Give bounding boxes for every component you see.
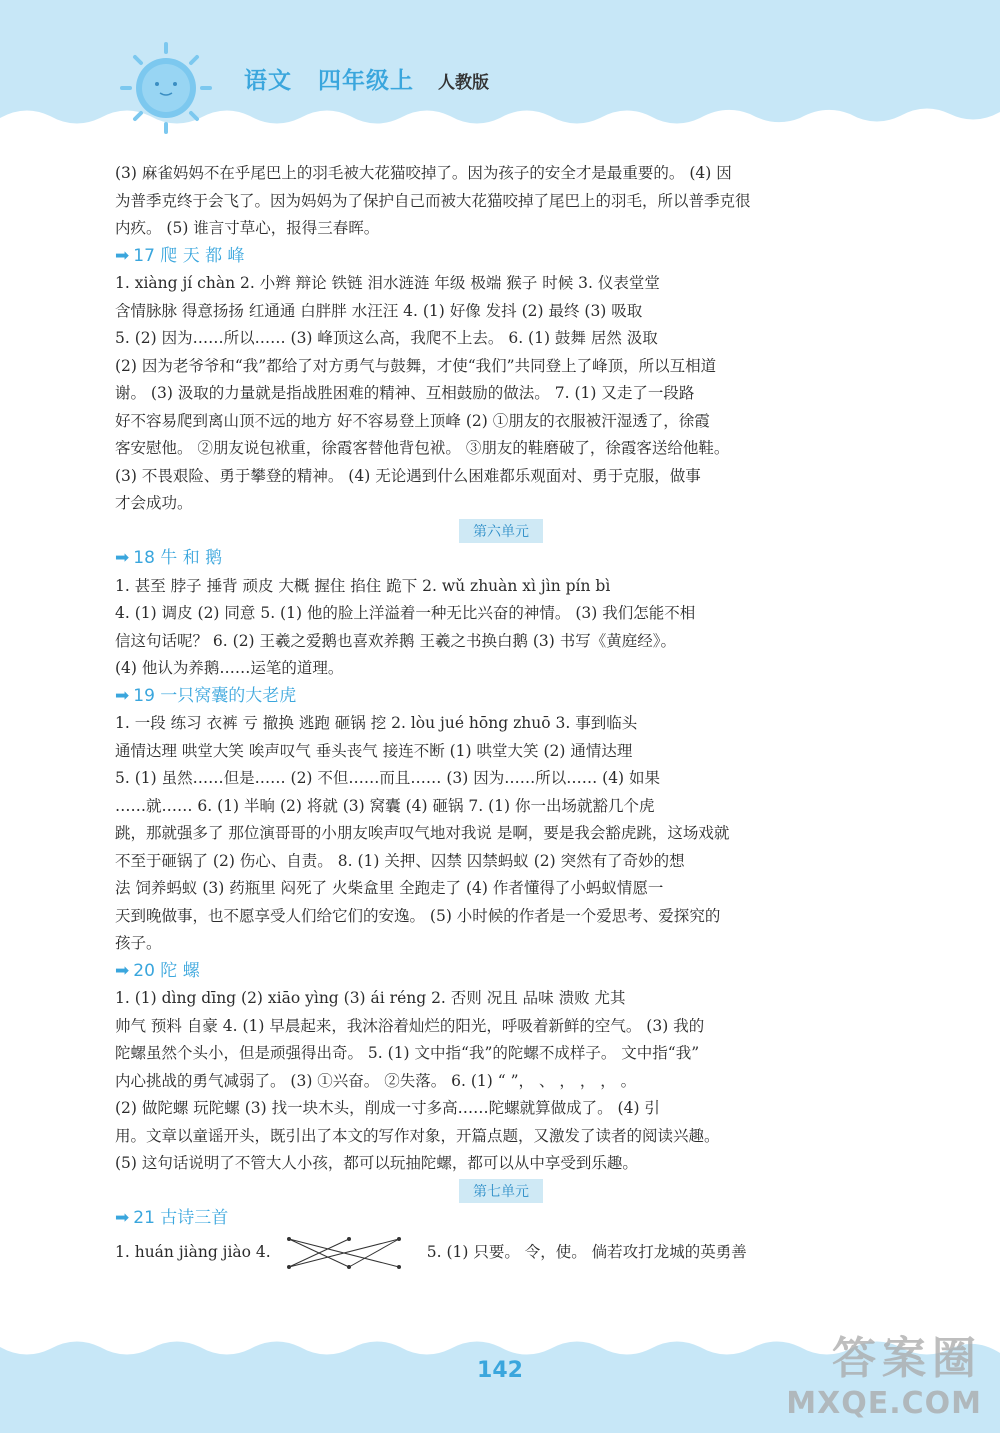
unit-label: 第七单元 xyxy=(459,1179,543,1203)
lesson-title: 19 一只窝囊的大老虎 xyxy=(133,685,297,706)
answer-line: (2) 因为老爷爷和“我”都给了对方勇气与鼓舞，才使“我们”共同登上了峰顶，所以互相道 xyxy=(115,356,717,375)
answer-line: 1. 一段 练习 衣裤 亏 撤换 逃跑 砸锅 挖 2. lòu jué hōng zhuō 3. 事到临头 xyxy=(115,714,638,732)
arrow-icon: ➡ xyxy=(115,548,130,568)
page-header xyxy=(0,0,1000,140)
answer-line: 信这句话呢？ 6. (2) 王羲之爱鹅也喜欢养鹅 王羲之书换白鹅 (3) 书写《黄庭经》。 xyxy=(115,631,677,650)
answer-line: 用。文章以童谣开头，既引出了本文的写作对象，开篇点题，又激发了读者的阅读兴趣。 xyxy=(115,1126,720,1145)
answer-line: 1. xiàng jí chàn 2. 小辫 辩论 铁链 泪水涟涟 年级 极端 猴子 时候 3. 仪表堂堂 xyxy=(115,274,660,292)
answer-line: 帅气 预料 自豪 4. (1) 早晨起来，我沐浴着灿烂的阳光，呼吸着新鲜的空气。 (3) 我的 xyxy=(115,1016,705,1035)
edition-label: 人教版 xyxy=(438,73,489,93)
arrow-icon: ➡ xyxy=(115,960,130,981)
answer-line: (2) 做陀螺 玩陀螺 (3) 找一块木头，削成一寸多高……陀螺就算做成了。 (4) 引 xyxy=(115,1099,660,1117)
answer-line: 1. (1) dìng dīng (2) xiāo yìng (3) ái réng 2. 否则 况且 品味 溃败 尤其 xyxy=(115,989,626,1007)
answer-line: (5) 这句话说明了不管大人小孩，都可以玩抽陀螺，都可以从中享受到乐趣。 xyxy=(115,1154,638,1172)
lesson-title: 21 古诗三首 xyxy=(133,1208,229,1228)
answer-line: 通情达理 哄堂大笑 唉声叹气 垂头丧气 接连不断 (1) 哄堂大笑 (2) 通情达理 xyxy=(115,741,633,760)
answer-line: 内疚。 (5) 谁言寸草心，报得三春晖。 xyxy=(115,219,380,237)
answer-line: 含情脉脉 得意扬扬 红通通 白胖胖 水汪汪 4. (1) 好像 发抖 (2) 最终 (3) 吸取 xyxy=(115,301,643,320)
watermark xyxy=(786,1322,982,1421)
lesson-title: 20 陀 螺 xyxy=(133,960,200,981)
answer-content xyxy=(115,160,887,1273)
answer-line: 不至于砸锅了 (2) 伤心、自责。 8. (1) 关押、囚禁 囚禁蚂蚁 (2) 突然有了奇妙的想 xyxy=(115,851,685,870)
answer-text: 1. huán jiàng jiào 4. xyxy=(115,1242,271,1261)
answer-line: 好不容易爬到离山顶不远的地方 好不容易登上顶峰 (2) ①朋友的衣服被汗湿透了，徐霞 xyxy=(115,411,710,430)
arrow-icon: ➡ xyxy=(115,685,130,706)
answer-line: 客安慰他。 ②朋友说包袱重，徐霞客替他背包袱。 ③朋友的鞋磨破了，徐霞客送给他鞋。 xyxy=(115,439,730,457)
lesson-title: 18 牛 和 鹅 xyxy=(133,548,223,568)
page-number: 142 xyxy=(477,1358,523,1383)
answer-line-with-diagram xyxy=(115,1233,887,1273)
answer-line: 才会成功。 xyxy=(115,494,193,512)
answer-line: 陀螺虽然个头小，但是顽强得出奇。 5. (1) 文中指“我”的陀螺不成样子。 文中指“我” xyxy=(115,1044,700,1062)
answer-line: 为普季克终于会飞了。因为妈妈为了保护自己而被大花猫咬掉了尾巴上的羽毛，所以普季克很 xyxy=(115,191,751,210)
lesson-heading xyxy=(115,545,887,573)
lesson-heading xyxy=(115,683,887,711)
answer-line: 天到晚做事，也不愿享受人们给它们的安逸。 (5) 小时候的作者是一个爱思考、爱探究的 xyxy=(115,906,721,925)
grade-title: 四年级上 xyxy=(318,68,414,94)
answer-line: 5. (1) 虽然……但是…… (2) 不但……而且…… (3) 因为……所以…… (4) 如果 xyxy=(115,769,661,787)
subject-title: 语文 xyxy=(244,68,292,94)
answer-line: 1. 甚至 脖子 捶背 顽皮 大概 握住 掐住 跪下 2. wǔ zhuàn xì jìn pín bì xyxy=(115,576,611,595)
arrow-icon: ➡ xyxy=(115,1208,130,1228)
matching-lines-diagram xyxy=(279,1233,409,1273)
unit-divider xyxy=(115,518,887,546)
matching-dot xyxy=(287,1237,291,1241)
answer-line: 孩子。 xyxy=(115,934,162,952)
matching-dot xyxy=(347,1265,351,1269)
answer-line: 跳，那就强多了 那位演哥哥的小朋友唉声叹气地对我说 是啊，要是我会豁虎跳，这场戏就 xyxy=(115,824,730,842)
answer-line: 5. (2) 因为……所以…… (3) 峰顶这么高，我爬不上去。 6. (1) 鼓舞 居然 汲取 xyxy=(115,329,658,347)
unit-divider xyxy=(115,1178,887,1206)
matching-dot xyxy=(397,1237,401,1241)
header-wave-background xyxy=(0,0,1000,140)
matching-dot xyxy=(347,1237,351,1241)
answer-line: (4) 他认为养鹅……运笔的道理。 xyxy=(115,659,344,677)
matching-dot xyxy=(287,1265,291,1269)
answer-line: 内心挑战的勇气减弱了。 (3) ①兴奋。 ②失落。 6. (1) “ ”， 、 ， ， ， 。 xyxy=(115,1071,637,1090)
arrow-icon: ➡ xyxy=(115,245,130,266)
answer-text: 5. (1) 只要。 令，使。 倘若攻打龙城的英勇善 xyxy=(426,1242,747,1261)
matching-line xyxy=(349,1239,399,1267)
answer-line: 谢。 (3) 汲取的力量就是指战胜困难的精神、互相鼓励的做法。 7. (1) 又走了一段路 xyxy=(115,384,695,402)
lesson-heading xyxy=(115,958,887,986)
lesson-heading xyxy=(115,1205,887,1233)
lesson-title: 17 爬 天 都 峰 xyxy=(133,245,245,266)
answer-line: 法 饲养蚂蚁 (3) 药瓶里 闷死了 火柴盒里 全跑走了 (4) 作者懂得了小蚂蚁情愿一 xyxy=(115,879,664,897)
answer-line: ……就…… 6. (1) 半晌 (2) 将就 (3) 窝囊 (4) 砸锅 7. (1) 你一出场就豁几个虎 xyxy=(115,796,655,815)
answer-line: (3) 不畏艰险、勇于攀登的精神。 (4) 无论遇到什么困难都乐观面对、勇于克服，做事 xyxy=(115,466,701,485)
unit-label: 第六单元 xyxy=(459,519,543,543)
watermark-url: MXQE.COM xyxy=(786,1386,982,1421)
matching-dot xyxy=(397,1265,401,1269)
answer-line: (3) 麻雀妈妈不在乎尾巴上的羽毛被大花猫咬掉了。因为孩子的安全才是最重要的。 (4) 因 xyxy=(115,164,732,182)
lesson-heading xyxy=(115,243,887,271)
answer-line: 4. (1) 调皮 (2) 同意 5. (1) 他的脸上洋溢着一种无比兴奋的神情。 (3) 我们怎能不相 xyxy=(115,604,696,622)
watermark-logo-text: 答案圈 xyxy=(832,1333,982,1384)
